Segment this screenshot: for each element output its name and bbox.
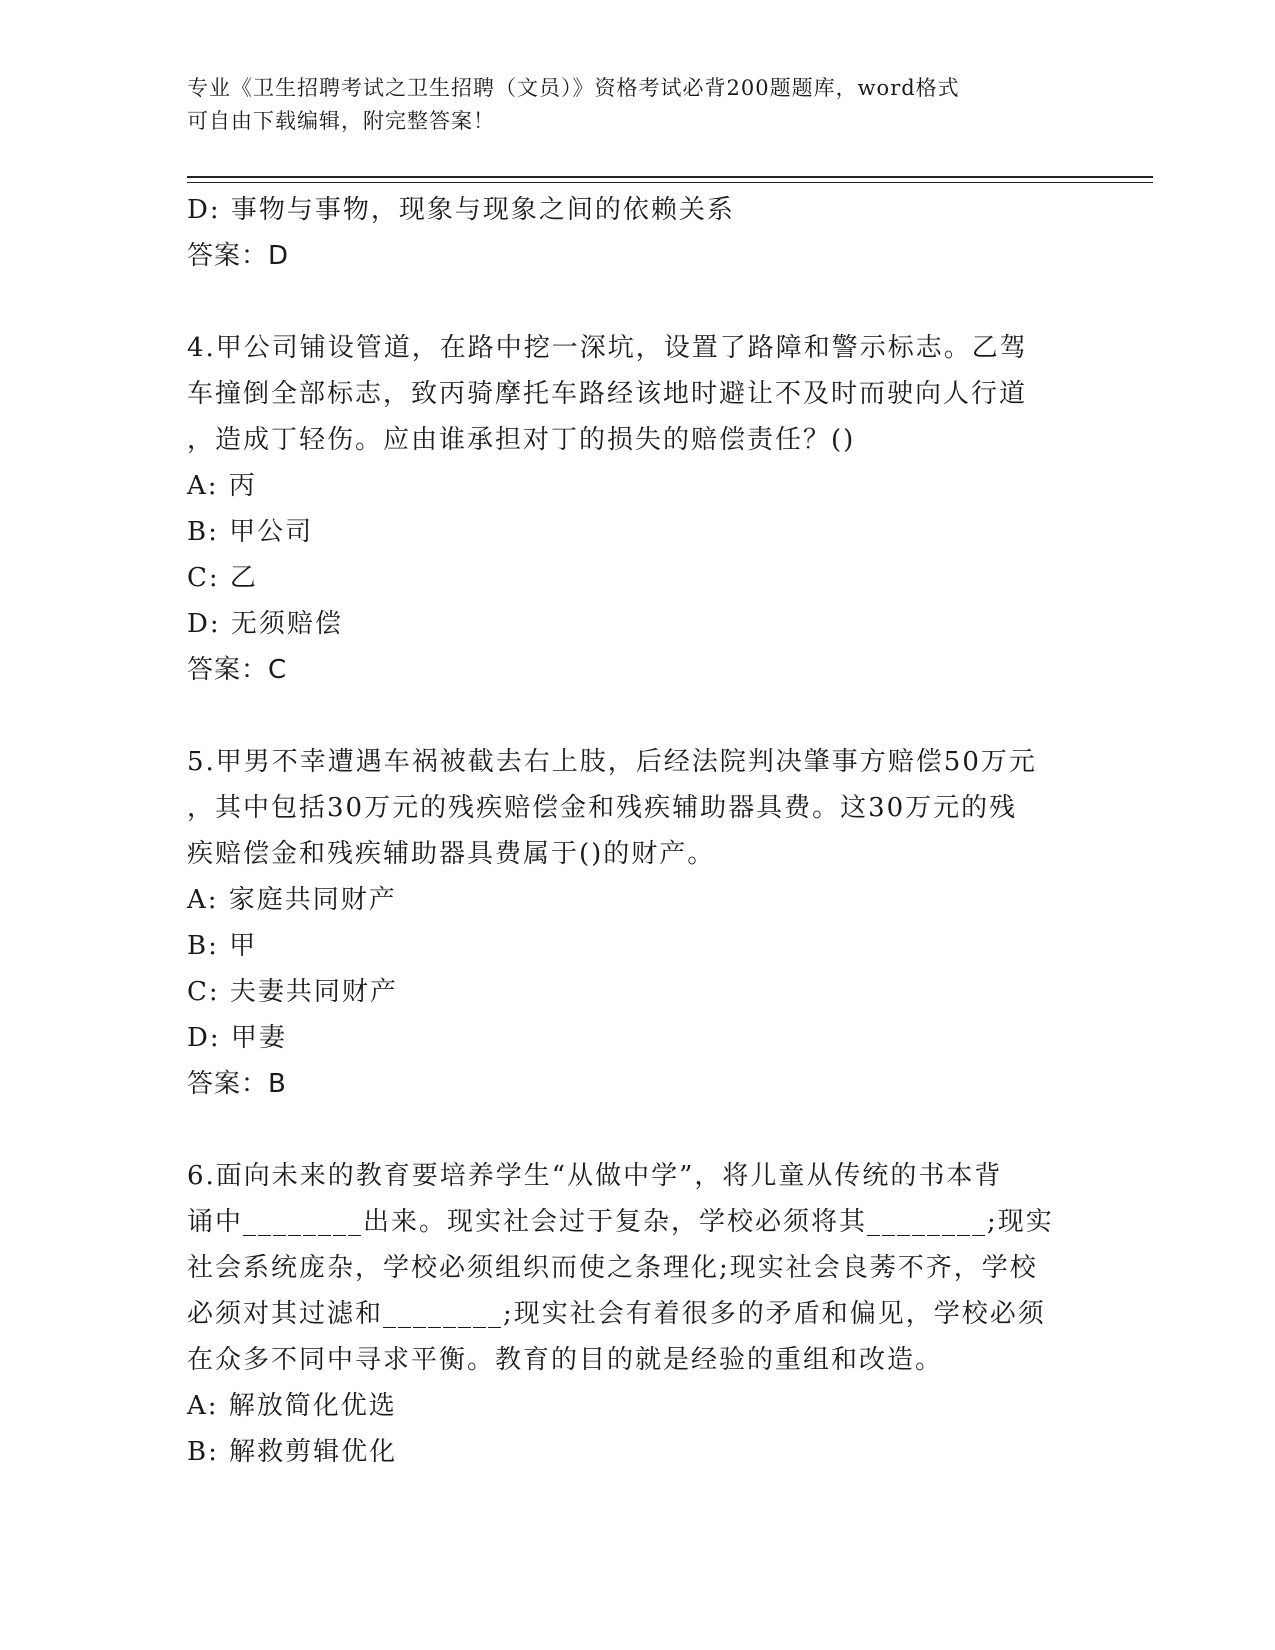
stem-line: 6.面向未来的教育要培养学生“从做中学”，将儿童从传统的书本背 xyxy=(187,1161,1003,1191)
option-b: B: 解救剪辑优化 xyxy=(187,1437,398,1467)
option-a: A: 家庭共同财产 xyxy=(187,885,397,915)
option-b: B: 甲 xyxy=(187,931,258,961)
question-stem xyxy=(187,1153,1087,1383)
stem-line: 诵中________出来。现实社会过于复杂，学校必须将其________;现实 xyxy=(187,1207,1054,1237)
stem-line: 社会系统庞杂，学校必须组织而使之条理化;现实社会良莠不齐，学校 xyxy=(187,1253,1038,1283)
option-d: D: 甲妻 xyxy=(187,1023,287,1053)
header-divider-thin xyxy=(187,182,1153,183)
stem-line: ，造成丁轻伤。应由谁承担对丁的损失的赔偿责任？() xyxy=(187,425,856,455)
header-line-1: 专业《卫生招聘考试之卫生招聘（文员）》资格考试必背200题题库，word格式 xyxy=(187,76,960,100)
question-3-continuation xyxy=(187,187,1087,279)
answer: 答案：C xyxy=(187,655,288,685)
stem-line: 5.甲男不幸遭遇车祸被截去右上肢，后经法院判决肇事方赔偿50万元 xyxy=(187,747,1037,777)
document-body xyxy=(187,187,1087,1475)
question-4 xyxy=(187,325,1087,693)
stem-line: ，其中包括30万元的残疾赔偿金和残疾辅助器具费。这30万元的残 xyxy=(187,793,1018,823)
stem-line: 4.甲公司铺设管道，在路中挖一深坑，设置了路障和警示标志。乙驾 xyxy=(187,333,1028,363)
question-6 xyxy=(187,1153,1087,1475)
stem-line: 在众多不同中寻求平衡。教育的目的就是经验的重组和改造。 xyxy=(187,1345,944,1375)
stem-line: 疾赔偿金和残疾辅助器具费属于()的财产。 xyxy=(187,839,716,869)
option-a: A: 丙 xyxy=(187,471,257,501)
stem-line: 车撞倒全部标志，致丙骑摩托车路经该地时避让不及时而驶向人行道 xyxy=(187,379,1028,409)
answer: 答案：D xyxy=(187,241,290,271)
page-header xyxy=(187,72,1087,138)
answer: 答案：B xyxy=(187,1069,287,1099)
option-c: C: 夫妻共同财产 xyxy=(187,977,398,1007)
question-stem xyxy=(187,739,1087,877)
question-stem xyxy=(187,325,1087,463)
option-c: C: 乙 xyxy=(187,563,258,593)
header-line-2: 可自由下载编辑，附完整答案！ xyxy=(187,109,495,133)
option-b: B: 甲公司 xyxy=(187,517,314,547)
question-5 xyxy=(187,739,1087,1107)
header-divider-thick xyxy=(187,176,1153,178)
stem-line: 必须对其过滤和________;现实社会有着很多的矛盾和偏见，学校必须 xyxy=(187,1299,1046,1329)
option-d: D: 无须赔偿 xyxy=(187,609,343,639)
option-d: D: 事物与事物，现象与现象之间的依赖关系 xyxy=(187,195,735,225)
option-a: A: 解放简化优选 xyxy=(187,1391,397,1421)
